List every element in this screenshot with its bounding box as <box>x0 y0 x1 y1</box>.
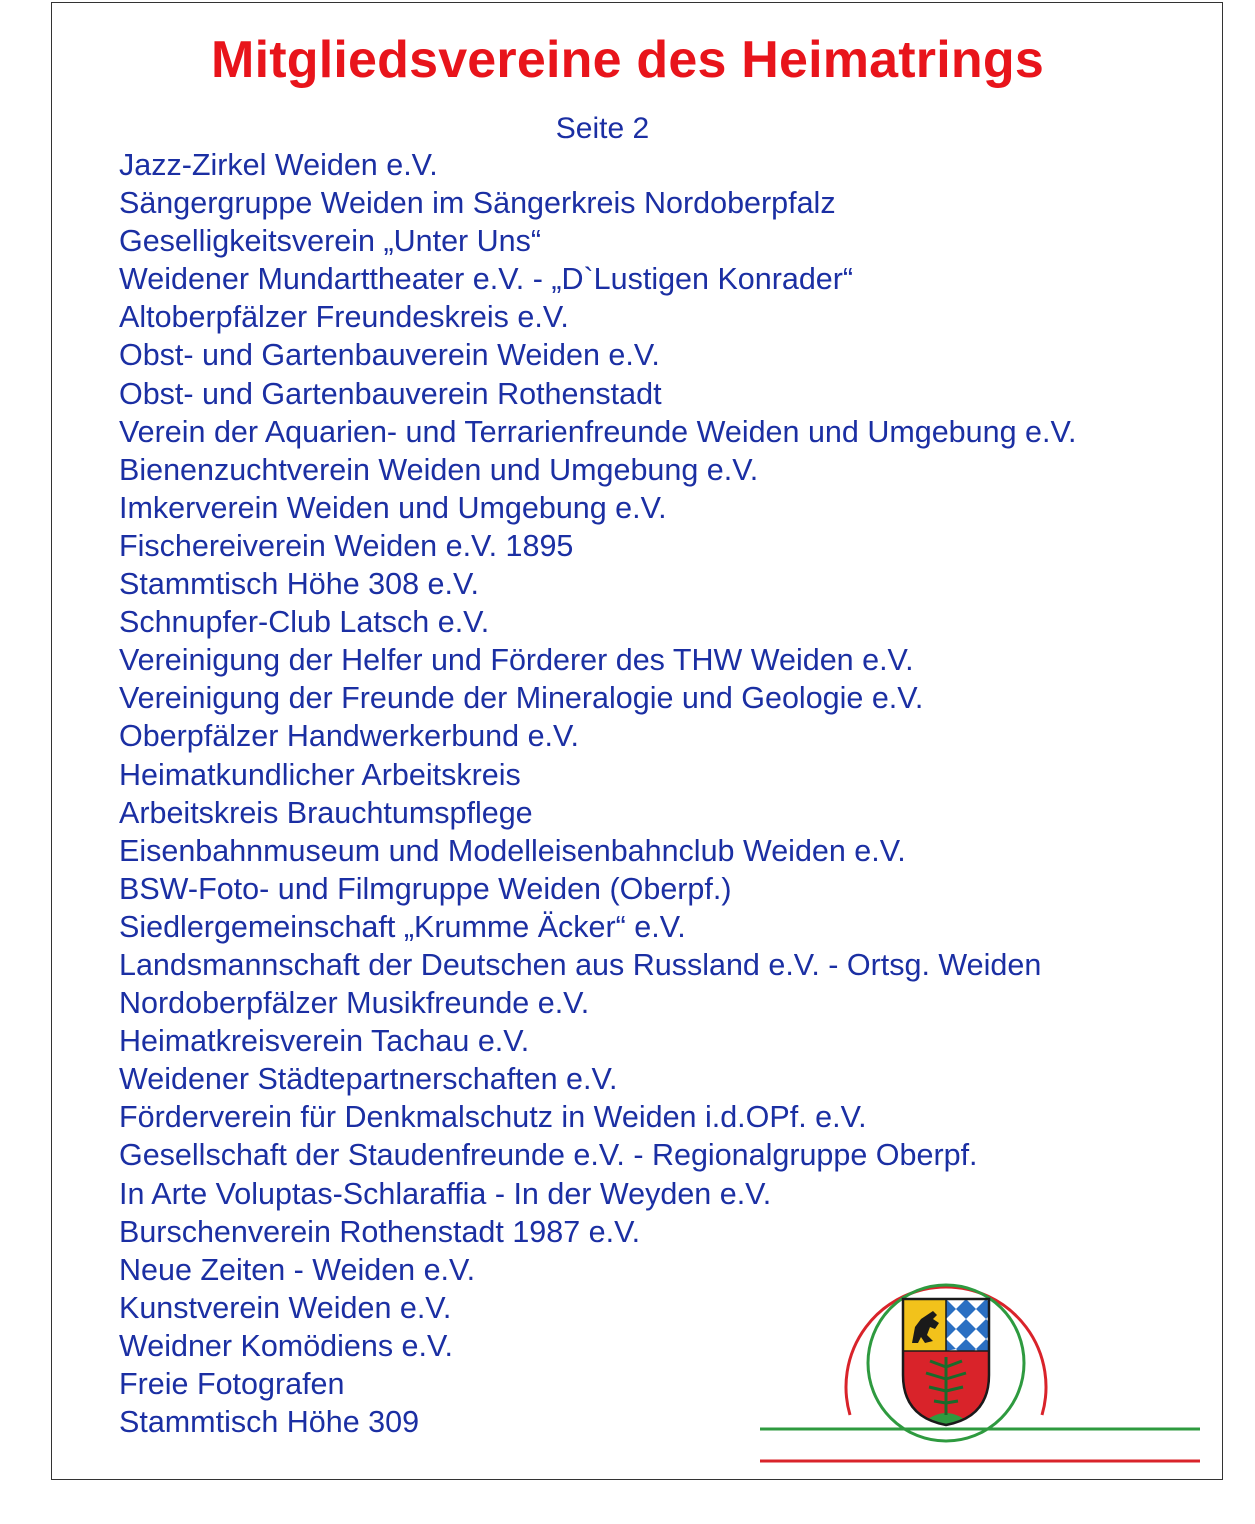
page-subtitle: Seite 2 <box>555 112 650 145</box>
club-list-item: Neue Zeiten - Weiden e.V. <box>119 1252 476 1287</box>
club-list-item: Obst- und Gartenbauverein Weiden e.V. <box>119 338 660 373</box>
club-list-item: Eisenbahnmuseum und Modelleisenbahnclub Weiden e.V. <box>119 833 906 868</box>
club-list-item: Altoberpfälzer Freundeskreis e.V. <box>119 300 569 335</box>
coat-of-arms-icon <box>903 1299 989 1431</box>
club-list-item: Kunstverein Weiden e.V. <box>119 1290 452 1325</box>
club-list-item: In Arte Voluptas-Schlaraffia - In der Weyden e.V. <box>119 1176 772 1211</box>
club-list-item: Geselligkeitsverein „Unter Uns“ <box>119 224 542 259</box>
club-list-item: Jazz-Zirkel Weiden e.V. <box>119 148 438 182</box>
page-title: Mitgliedsvereine des Heimatrings <box>211 31 1044 89</box>
club-list-item: Vereinigung der Helfer und Förderer des THW Weiden e.V. <box>119 643 914 678</box>
club-list-item: Arbeitskreis Brauchtumspflege <box>119 795 533 830</box>
club-list-item: Vereinigung der Freunde der Mineralogie und Geologie e.V. <box>119 681 924 716</box>
club-list-item: Oberpfälzer Handwerkerbund e.V. <box>119 719 580 754</box>
club-list-item: Burschenverein Rothenstadt 1987 e.V. <box>119 1214 641 1249</box>
club-list-item: Verein der Aquarien- und Terrarienfreunde Weiden und Umgebung e.V. <box>119 414 1077 449</box>
club-list-item: Heimatkreisverein Tachau e.V. <box>119 1024 530 1059</box>
club-list-item: Siedlergemeinschaft „Krumme Äcker“ e.V. <box>119 909 686 944</box>
club-list-item: Imkerverein Weiden und Umgebung e.V. <box>119 490 667 525</box>
club-list-item: Weidner Komödiens e.V. <box>119 1328 454 1363</box>
club-list-item: Schnupfer-Club Latsch e.V. <box>119 605 490 640</box>
club-list-item: Heimatkundlicher Arbeitskreis <box>119 757 521 792</box>
club-list-item: Bienenzuchtverein Weiden und Umgebung e.V. <box>119 452 759 487</box>
heimatring-logo <box>755 1245 1205 1470</box>
club-list-item: Nordoberpfälzer Musikfreunde e.V. <box>119 986 590 1021</box>
club-list-item: Obst- und Gartenbauverein Rothenstadt <box>119 376 662 411</box>
club-list-item: Landsmannschaft der Deutschen aus Russland e.V. - Ortsg. Weiden <box>119 947 1042 982</box>
club-list-item: Weidener Städtepartnerschaften e.V. <box>119 1062 618 1097</box>
club-list-item: Stammtisch Höhe 309 <box>119 1405 420 1440</box>
club-list-item: Förderverein für Denkmalschutz in Weiden i.d.OPf. e.V. <box>119 1100 867 1135</box>
club-list-item: Gesellschaft der Staudenfreunde e.V. - Regionalgruppe Oberpf. <box>119 1138 978 1173</box>
club-list-item: Stammtisch Höhe 308 e.V. <box>119 567 479 602</box>
club-list-item: Weidener Mundarttheater e.V. - „D`Lustigen Konrader“ <box>119 262 854 297</box>
club-list-item: Freie Fotografen <box>119 1367 345 1401</box>
club-list-item: Fischereiverein Weiden e.V. 1895 <box>119 528 574 563</box>
club-list-item: Sängergruppe Weiden im Sängerkreis Nordoberpfalz <box>119 186 836 221</box>
club-list-item: BSW-Foto- und Filmgruppe Weiden (Oberpf.) <box>119 871 732 906</box>
